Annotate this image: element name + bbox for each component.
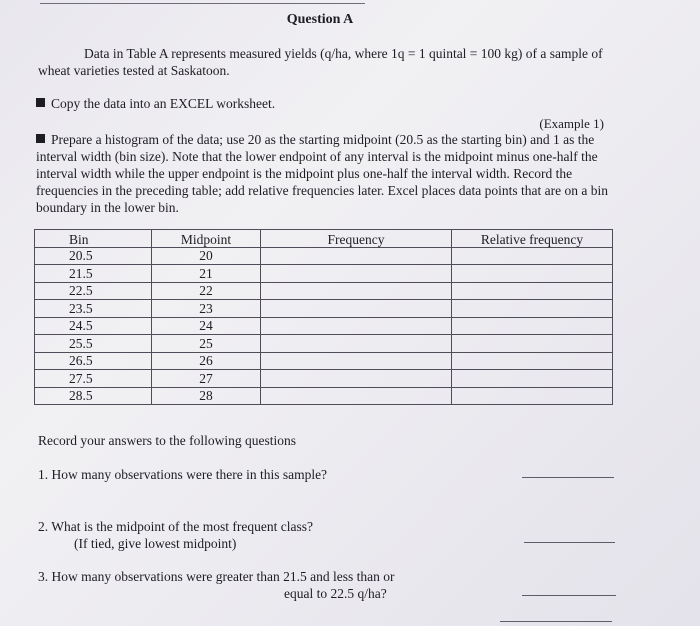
cell-relative-frequency[interactable] [452,370,613,388]
table-row [35,265,613,283]
cell-frequency[interactable] [261,352,452,370]
bullet-copy [36,95,275,112]
square-bullet-icon [36,98,45,107]
table-row [35,370,613,388]
cell-frequency[interactable] [261,387,452,405]
header-bin: Bin [35,230,152,248]
table-row [35,387,613,405]
cell-bin: 28.5 [35,387,152,405]
question-2-text: 2. What is the midpoint of the most frequent class? [38,519,313,534]
question-2-note: (If tied, give lowest midpoint) [74,536,237,551]
cell-midpoint: 28 [152,387,261,405]
cell-bin: 26.5 [35,352,152,370]
page-title: Question A [286,12,354,27]
square-bullet-icon [36,134,45,143]
cell-bin: 22.5 [35,282,152,300]
cell-midpoint: 23 [152,300,261,318]
example-note: (Example 1) [539,116,604,131]
table-row [35,352,613,370]
cell-midpoint: 26 [152,352,261,370]
cell-relative-frequency[interactable] [452,352,613,370]
cell-relative-frequency[interactable] [452,335,613,353]
question-1: 1. How many observations were there in this sample? [38,467,328,482]
cell-bin: 24.5 [35,317,152,335]
top-rule [40,3,365,4]
cell-midpoint: 27 [152,370,261,388]
answer-line-3[interactable] [522,595,616,596]
cell-bin: 27.5 [35,370,152,388]
header-relative-frequency: Relative frequency [452,230,613,248]
table-row [35,247,613,265]
intro-paragraph: Data in Table A represents measured yields (q/ha, where 1q = 1 quintal = 100 kg) of a sample of wheat varieties tested at Saskatoon. [38,46,603,78]
table-row [35,300,613,318]
cell-midpoint: 22 [152,282,261,300]
cell-frequency[interactable] [261,300,452,318]
bullet-prepare-text: Prepare a histogram of the data; use 20 as the starting midpoint (20.5 as the starting bin) and 1 as the interval width (bin size). Note that the lower endpoint of any interval is the midpoint minus one-half the interval width while the upper endpoint is the midpoint plus one-half the interval width. Record the frequencies in the preceding table; add relative frequencies later. Excel places data points that are on a bin boundary in the lower bin. [36,132,608,215]
question-3-text: 3. How many observations were greater than 21.5 and less than or [38,569,395,584]
table-row [35,317,613,335]
cell-relative-frequency[interactable] [452,247,613,265]
table-row [35,282,613,300]
header-midpoint: Midpoint [152,230,261,248]
record-heading: Record your answers to the following questions [38,433,296,448]
cell-frequency[interactable] [261,335,452,353]
question-3 [38,568,395,602]
cell-bin: 25.5 [35,335,152,353]
bullet-copy-text: Copy the data into an EXCEL worksheet. [51,96,276,111]
cell-midpoint: 24 [152,317,261,335]
cell-bin: 23.5 [35,300,152,318]
answer-line-4 [500,621,612,622]
header-frequency: Frequency [261,230,452,248]
cell-midpoint: 25 [152,335,261,353]
cell-bin: 20.5 [35,247,152,265]
question-2 [38,518,313,552]
cell-relative-frequency[interactable] [452,300,613,318]
cell-midpoint: 20 [152,247,261,265]
cell-frequency[interactable] [261,317,452,335]
cell-relative-frequency[interactable] [452,317,613,335]
cell-frequency[interactable] [261,247,452,265]
cell-relative-frequency[interactable] [452,387,613,405]
cell-relative-frequency[interactable] [452,265,613,283]
table-row [35,335,613,353]
cell-bin: 21.5 [35,265,152,283]
question-3-continuation: equal to 22.5 q/ha? [284,586,387,601]
cell-frequency[interactable] [261,282,452,300]
bullet-prepare [36,131,616,216]
cell-relative-frequency[interactable] [452,282,613,300]
cell-frequency[interactable] [261,370,452,388]
cell-midpoint: 21 [152,265,261,283]
answer-line-1[interactable] [522,477,614,478]
answer-line-2[interactable] [524,542,615,543]
table-header-row [35,230,613,248]
frequency-table [34,229,613,405]
cell-frequency[interactable] [261,265,452,283]
